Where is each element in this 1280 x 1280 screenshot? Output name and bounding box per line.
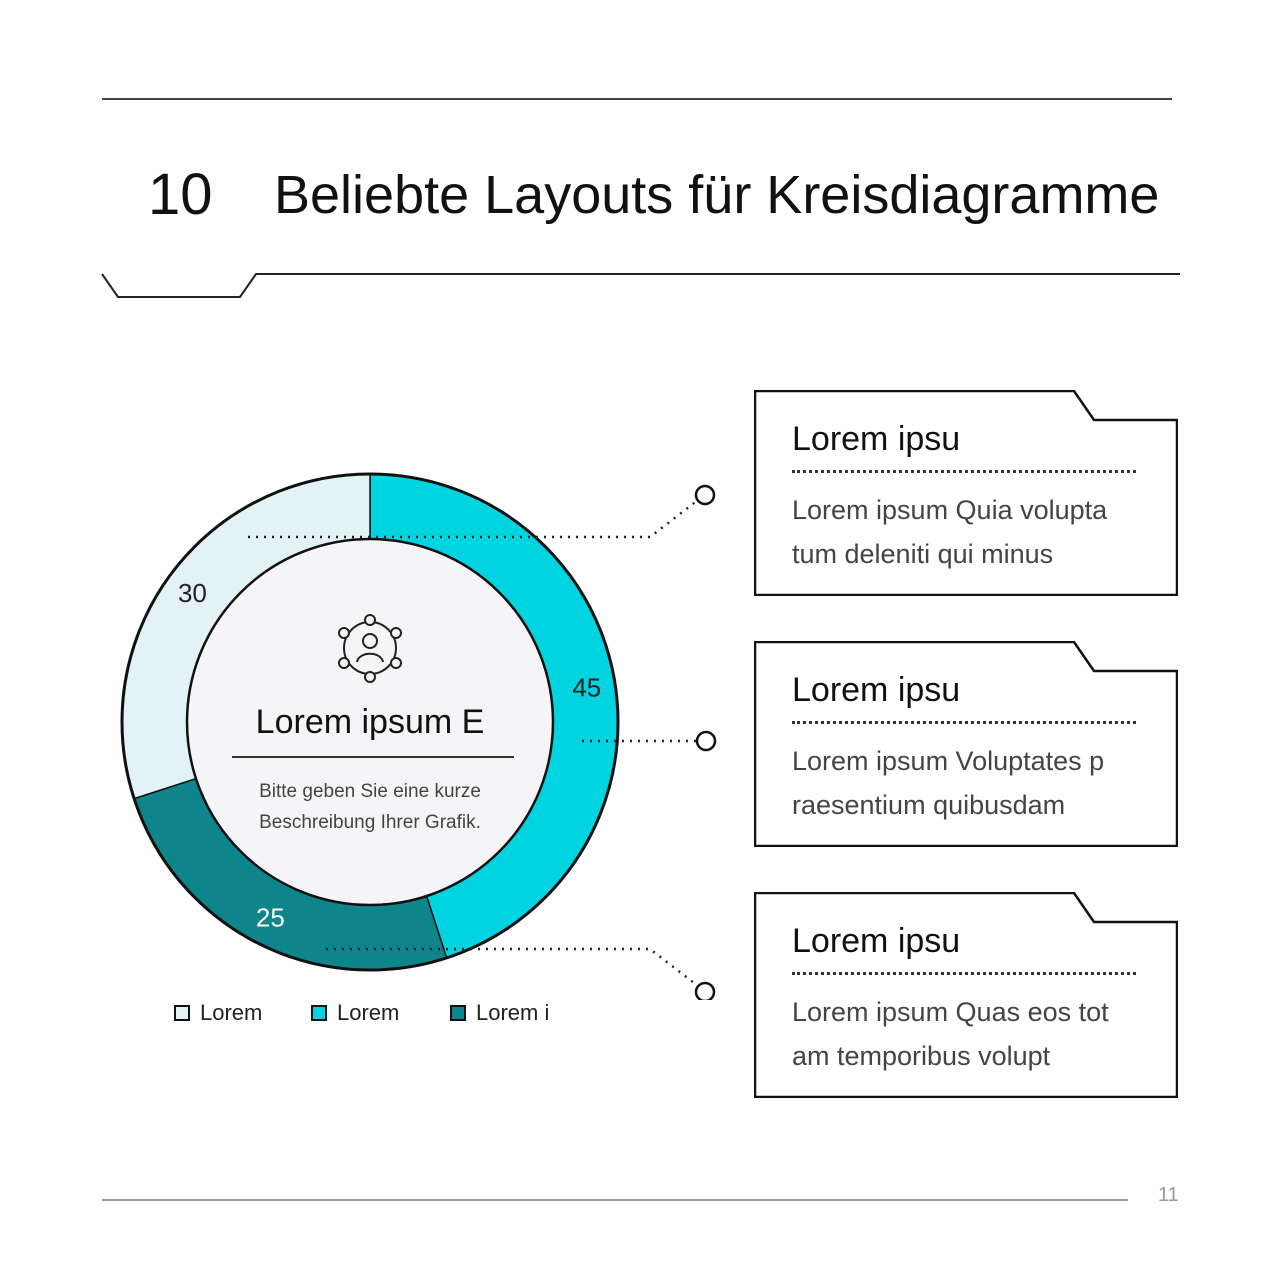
- page-title: Beliebte Layouts für Kreisdiagramme: [274, 165, 1160, 225]
- slice-label-1: 30: [177, 577, 207, 608]
- legend-swatch-2: [311, 1005, 327, 1021]
- legend-label-2: Lorem: [337, 1000, 400, 1025]
- card-divider-2: [792, 721, 1136, 724]
- card-text-3-line-1: Lorem ipsum Quas eos tot: [792, 997, 1109, 1027]
- legend-item-1: [174, 1000, 262, 1026]
- card-text-2-line-1: Lorem ipsum Voluptates p: [792, 746, 1105, 776]
- legend-item-2: [311, 1000, 399, 1026]
- info-card-3: [754, 892, 1178, 1098]
- card-title-2: Lorem ipsu: [792, 671, 961, 709]
- page-number: 11: [1158, 1184, 1179, 1206]
- card-text-2: [792, 739, 1152, 827]
- legend-item-3: [450, 1000, 549, 1026]
- center-divider: [232, 756, 514, 758]
- card-title-1: Lorem ipsu: [792, 420, 961, 458]
- center-description-line-1: Bitte geben Sie eine kurze: [259, 781, 481, 802]
- card-text-1-line-2: tum deleniti qui minus: [792, 539, 1054, 569]
- card-title-3: Lorem ipsu: [792, 922, 961, 960]
- section-number: 10: [148, 162, 213, 227]
- connector-dot-2: [697, 732, 715, 750]
- card-text-3-line-2: am temporibus volupt: [792, 1041, 1051, 1071]
- legend-swatch-1: [174, 1005, 190, 1021]
- card-text-1-line-1: Lorem ipsum Quia volupta: [792, 495, 1108, 525]
- card-divider-3: [792, 972, 1136, 975]
- card-text-3: [792, 990, 1152, 1078]
- info-card-2: [754, 641, 1178, 847]
- center-description-line-2: Beschreibung Ihrer Grafik.: [259, 812, 481, 833]
- legend-label-3: Lorem i: [476, 1000, 550, 1025]
- connector-dot-1: [696, 486, 714, 504]
- legend-label-1: Lorem: [200, 1000, 263, 1025]
- legend-swatch-3: [450, 1005, 466, 1021]
- card-divider-1: [792, 470, 1136, 473]
- slice-label-2: 45: [572, 672, 602, 703]
- donut-chart: [0, 0, 740, 1000]
- bottom-rule: [102, 1199, 1128, 1201]
- slice-label-3: 25: [255, 902, 285, 933]
- center-title: Lorem ipsum E: [255, 703, 485, 741]
- card-text-1: [792, 488, 1152, 576]
- card-text-2-line-2: raesentium quibusdam: [792, 790, 1066, 820]
- center-description: [200, 776, 540, 838]
- connector-dot-3: [696, 983, 714, 1000]
- info-card-1: [754, 390, 1178, 596]
